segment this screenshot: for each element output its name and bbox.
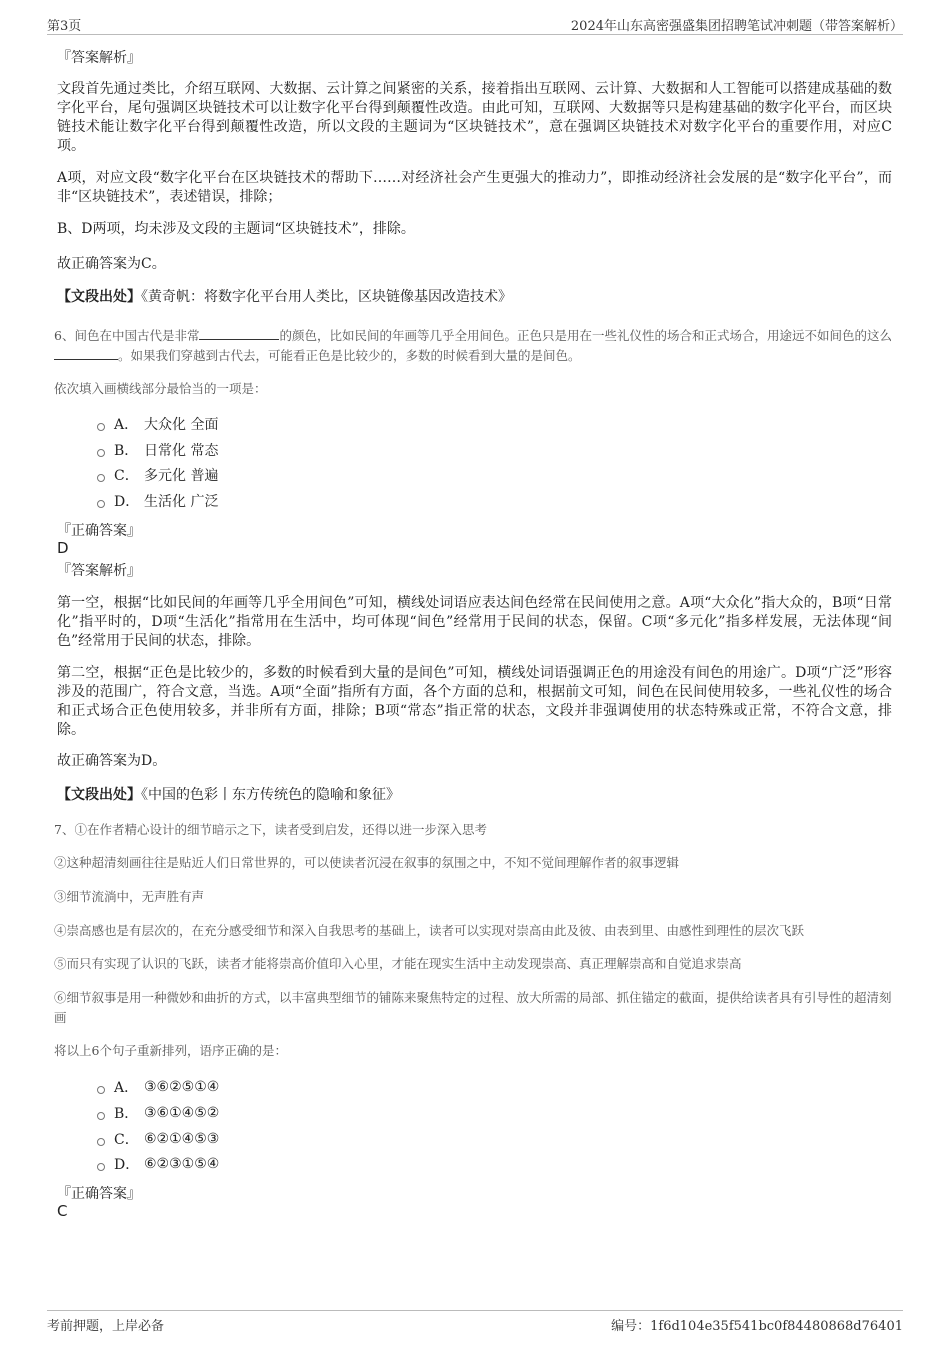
radio-icon[interactable] <box>97 449 105 457</box>
q5-analysis-paragraph-4: 故正确答案为C。 <box>57 256 166 272</box>
q5-analysis-paragraph-1: 文段首先通过类比，介绍互联网、大数据、云计算之间紧密的关系，接着指出互联网、云计算、大数据和人工智能可以搭建成基础的数字化平台，尾句强调区块链技术可以让数字化平台得到颠覆性改造。由此可知，互联网、大数据等只是构建基础的数字化平台，而区块链技术能让数字化平台得到颠覆性改造，所以文段的主题词为“区块链技术”，意在强调区块链技术对数字化平台的重要作用，对应C项。 <box>57 81 892 154</box>
q7-sentence-1: 7、①在作者精心设计的细节暗示之下，读者受到启发，还得以进一步深入思考 <box>54 822 487 837</box>
radio-icon[interactable] <box>97 423 105 431</box>
q6-instruction: 依次填入画横线部分最恰当的一项是： <box>54 381 267 396</box>
page-footer <box>47 1310 903 1333</box>
page-header <box>47 12 903 35</box>
q7-option-d[interactable]: D． ⑥②③①⑤④ <box>97 1154 219 1174</box>
document-serial: 编号：1f6d104e35f541bc0f84480868d76401 <box>611 1319 903 1334</box>
q6-blank-1 <box>199 327 279 340</box>
radio-icon[interactable] <box>97 1086 105 1094</box>
q7-option-c[interactable]: C． ⑥②①④⑤③ <box>97 1129 219 1149</box>
q7-sentence-2: ②这种超清刻画往往是贴近人们日常世界的，可以使读者沉浸在叙事的氛围之中，不知不觉间理解作者的叙事逻辑 <box>54 855 680 870</box>
q5-analysis-label: 『答案解析』 <box>57 50 141 66</box>
q6-analysis-label: 『答案解析』 <box>57 563 141 579</box>
q6-answer-label: 『正确答案』 <box>57 523 141 539</box>
q6-blank-2 <box>54 347 118 360</box>
q7-sentence-4: ④崇高感也是有层次的，在充分感受细节和深入自我思考的基础上，读者可以实现对崇高由此及彼、由表到里、由感性到理性的层次飞跃 <box>54 923 805 938</box>
q5-analysis-paragraph-2: A项，对应文段“数字化平台在区块链技术的帮助下……对经济社会产生更强大的推动力”，即推动经济社会发展的是“数字化平台”，而非“区块链技术”，表述错误，排除； <box>57 170 892 205</box>
q6-analysis-paragraph-2: 第二空，根据“正色是比较少的，多数的时候看到大量的是间色”可知，横线处词语强调正色的用途没有间色的用途广。D项“广泛”形容涉及的范围广，符合文意，当选。A项“全面”指所有方面，各个方面的总和，根据前文可知，间色在民间使用较多，一些礼仪性的场合和正式场合正色使用较多，并非所有方面，排除；B项“常态”指正常的状态，文段并非强调使用的状态特殊或正常，不符合文意，排除。 <box>57 665 892 738</box>
q7-sentence-5: ⑤而只有实现了认识的飞跃，读者才能将崇高价值印入心里，才能在现实生活中主动发现崇高、真正理解崇高和自觉追求崇高 <box>54 956 742 971</box>
q7-answer: C <box>57 1202 68 1220</box>
q6-stem-part-3: 。如果我们穿越到古代去，可能看正色是比较少的，多数的时候看到大量的是间色。 <box>118 348 581 363</box>
radio-icon[interactable] <box>97 1112 105 1120</box>
q7-option-b[interactable]: B． ③⑥①④⑤② <box>97 1103 219 1123</box>
q5-analysis-paragraph-3: B、D两项，均未涉及文段的主题词“区块链技术”，排除。 <box>57 221 415 237</box>
q7-option-a[interactable]: A． ③⑥②⑤①④ <box>97 1077 219 1097</box>
q5-source-text: 《黄奇帆：将数字化平台用人类比，区块链像基因改造技术》 <box>141 289 512 305</box>
q6-source-label: 【文段出处】 <box>57 787 141 803</box>
footer-motto: 考前押题，上岸必备 <box>47 1319 165 1334</box>
q6-stem-part-1: 6、间色在中国古代是非常 <box>54 328 200 343</box>
q6-option-c[interactable]: C． 多元化 普遍 <box>97 465 218 485</box>
q6-stem-part-2: 的颜色，比如民间的年画等几乎全用间色。正色只是用在一些礼仪性的场合和正式场合，用途远不如间色的这么 <box>279 328 892 343</box>
q7-sentence-6: ⑥细节叙事是用一种微妙和曲折的方式，以丰富典型细节的铺陈来聚焦特定的过程、放大所需的局部、抓住锚定的截面，提供给读者具有引导性的超清刻画 <box>54 990 892 1025</box>
q6-analysis-paragraph-1: 第一空，根据“比如民间的年画等几乎全用间色”可知，横线处词语应表达间色经常在民间使用之意。A项“大众化”指大众的，B项“日常化”指平时的，D项“生活化”指常用在生活中，均可体现“间色”经常用于民间的状态，保留。C项“多元化”指多样发展，无法体现“间色”经常用于民间的状态，排除。 <box>57 595 892 649</box>
q7-instruction: 将以上6个句子重新排列，语序正确的是： <box>54 1043 287 1058</box>
q6-option-d[interactable]: D． 生活化 广泛 <box>97 491 218 511</box>
q6-stem <box>54 326 896 366</box>
q6-source-text: 《中国的色彩丨东方传统色的隐喻和象征》 <box>141 787 400 803</box>
page-number: 第3页 <box>47 19 82 34</box>
q6-answer: D <box>57 539 69 557</box>
q5-source <box>57 288 892 307</box>
q6-option-b[interactable]: B． 日常化 常态 <box>97 440 218 460</box>
q5-source-label: 【文段出处】 <box>57 289 141 305</box>
radio-icon[interactable] <box>97 1138 105 1146</box>
q6-option-a[interactable]: A． 大众化 全面 <box>97 414 218 434</box>
radio-icon[interactable] <box>97 474 105 482</box>
document-title: 2024年山东高密强盛集团招聘笔试冲刺题（带答案解析） <box>570 19 903 34</box>
q6-analysis-paragraph-3: 故正确答案为D。 <box>57 753 167 769</box>
radio-icon[interactable] <box>97 500 105 508</box>
q6-source <box>57 786 892 805</box>
q7-answer-label: 『正确答案』 <box>57 1186 141 1202</box>
radio-icon[interactable] <box>97 1163 105 1171</box>
q7-sentence-3: ③细节流淌中，无声胜有声 <box>54 889 205 904</box>
